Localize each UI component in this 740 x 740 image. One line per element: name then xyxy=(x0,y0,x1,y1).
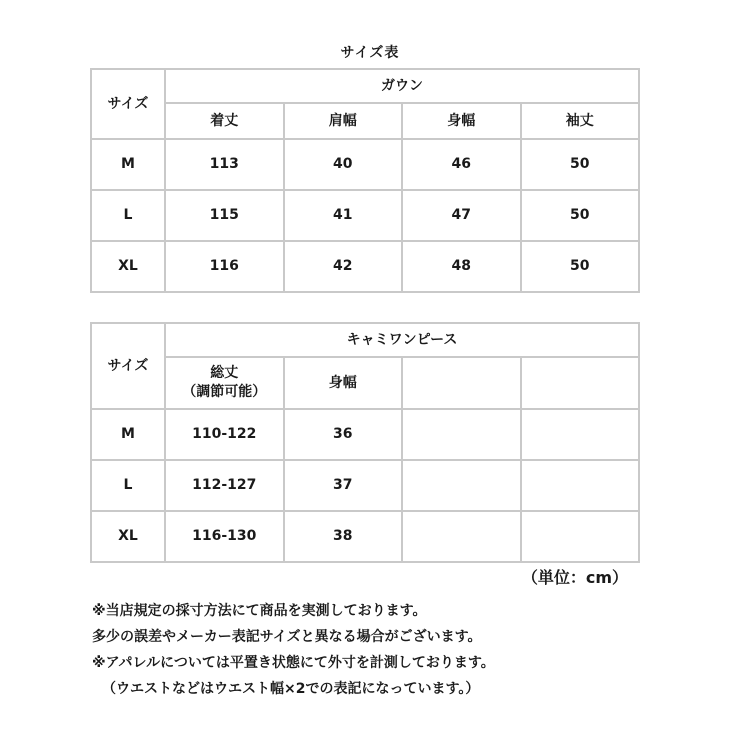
column-header: 肩幅 xyxy=(284,103,403,139)
column-header: 袖丈 xyxy=(521,103,640,139)
empty-cell xyxy=(521,460,640,511)
size-label: L xyxy=(91,190,165,241)
table-cell: 112-127 xyxy=(165,460,284,511)
table-cell: 116-130 xyxy=(165,511,284,562)
table-cell: 37 xyxy=(284,460,403,511)
table-cell: 41 xyxy=(284,190,403,241)
table-cell: 38 xyxy=(284,511,403,562)
table-cell: 50 xyxy=(521,241,640,292)
size-label: M xyxy=(91,139,165,190)
empty-cell xyxy=(402,357,521,409)
table-cell: 36 xyxy=(284,409,403,460)
column-header: 身幅 xyxy=(402,103,521,139)
empty-cell xyxy=(402,511,521,562)
column-header: 着丈 xyxy=(165,103,284,139)
table-row xyxy=(91,139,639,190)
table-cell: 46 xyxy=(402,139,521,190)
column-header-line: （調節可能） xyxy=(182,384,267,400)
table-cell: 110-122 xyxy=(165,409,284,460)
empty-cell xyxy=(521,409,640,460)
size-label: XL xyxy=(91,511,165,562)
table-cell: 50 xyxy=(521,190,640,241)
table-cell: 48 xyxy=(402,241,521,292)
note-line: （ウエストなどはウエスト幅×2での表記になっています。） xyxy=(102,681,480,697)
empty-cell xyxy=(521,511,640,562)
table-cell: 113 xyxy=(165,139,284,190)
table-cell: 42 xyxy=(284,241,403,292)
empty-cell xyxy=(521,357,640,409)
table-row xyxy=(91,409,639,460)
size-label: M xyxy=(91,409,165,460)
size-label: L xyxy=(91,460,165,511)
unit-label: （単位：cm） xyxy=(521,568,628,587)
empty-cell xyxy=(402,409,521,460)
page-title: サイズ表 xyxy=(340,45,400,61)
group-header-gown: ガウン xyxy=(165,69,639,103)
notes xyxy=(92,598,712,702)
table-row xyxy=(91,241,639,292)
table-cell: 40 xyxy=(284,139,403,190)
table-cell: 50 xyxy=(521,139,640,190)
table-row xyxy=(91,511,639,562)
table-cell: 115 xyxy=(165,190,284,241)
size-header: サイズ xyxy=(91,69,165,139)
table-row xyxy=(91,460,639,511)
empty-cell xyxy=(402,460,521,511)
table-cell: 116 xyxy=(165,241,284,292)
size-header: サイズ xyxy=(91,323,165,409)
table-cell: 47 xyxy=(402,190,521,241)
group-header-camisole-dress: キャミワンピース xyxy=(165,323,639,357)
gown-size-table xyxy=(90,68,640,293)
table-row xyxy=(91,190,639,241)
column-header-line: 総丈 xyxy=(210,365,239,382)
column-header xyxy=(165,357,284,409)
note-line: ※アパレルについては平置き状態にて外寸を計測しております。 xyxy=(92,655,495,671)
note-line: 多少の誤差やメーカー表記サイズと異なる場合がございます。 xyxy=(92,629,482,645)
column-header xyxy=(284,357,403,409)
size-label: XL xyxy=(91,241,165,292)
column-header-line: 身幅 xyxy=(328,374,357,391)
note-line: ※当店規定の採寸方法にて商品を実測しております。 xyxy=(92,603,427,619)
camisole-dress-size-table xyxy=(90,322,640,563)
